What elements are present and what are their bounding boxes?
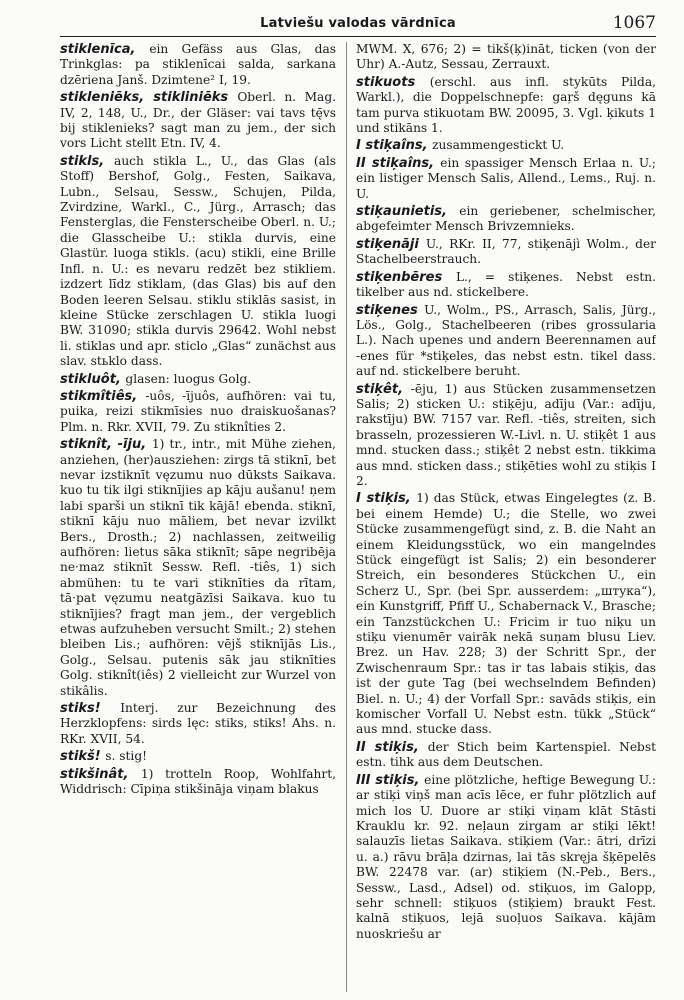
dictionary-entry <box>60 767 336 798</box>
dictionary-entry <box>356 740 656 771</box>
dictionary-entry <box>356 138 656 153</box>
dictionary-entry <box>60 372 336 387</box>
entry-text: MWM. X, 676; 2) = tikš(ķ)ināt, ticken (von der Uhr) A.-Autz, Sessau, Zerrauxt. <box>356 42 656 72</box>
entry-headword: stikuots <box>356 74 416 90</box>
entry-headword: stiķenāji <box>356 236 419 252</box>
column-divider <box>346 42 347 992</box>
entry-headword: stiķenbēres <box>356 269 443 285</box>
entry-text: 1) das Stück, etwas Eingelegtes (z. B. bei einem Hemde) U.; die Stelle, wo zwei Stücke zusammengefügt sind, z. B. die Naht an einem Kleidungsstück, wo ein mangelndes Stück eingefügt ist Salis; 2) ein besonderer Streich, ein besonderes Stückchen U., ein Scherz U., Spr. (bei Spr. ausserdem: „штука“), ein Kunstgriff, Pfiff U., Schabernack V., Brasche; ein Tanzstückchen U.: Fricim ir tuo niķu un stiķu vienumēr vairāk nekā suņam blusu Liev. Brez. un Hav. 228; 3) der Schritt Spr., der Zwischenraum Spr.: tas ir tas labais stiķis, das ist der gute Tag (bei wechselndem Befinden) Biel. n. U.; 4) der Vorfall Spr.: savāds stiķis, ein komischer Vorfall U. Nebst estn. tükk „Stück“ aus mnd. stucke dass. <box>356 491 656 737</box>
page-number: 1067 <box>612 13 656 33</box>
entry-text: eine plötzliche, heftige Bewegung U.: ar stiķi viņš man acīs lēce, er fuhr plötzlich auf mich los U. Duore ar stiķi viņam klāt Stāsti Krauklu kr. 92. neļaun zirgam ar stiķi lēkt! salauzīs lietas Saikava. stiķiem (Var.: ātri, drīzi u. a.) rāvu brāļa dzirnas, lai tās skręja šķēpelēs BW. 22478 var. (ar) stiķiem (N.-Peb., Bers., Sessw., Lasd., Adsel) od. stiķuos, im Galopp, sehr schnell: stiķuos (stiķiem) braukt Fest. kalnā stiķuos, lejā suoļuos Saikava. kājām nuoskriešu ar <box>356 772 656 941</box>
dictionary-entry <box>60 42 336 88</box>
dictionary-entry <box>60 437 336 699</box>
entry-text: U., RKr. II, 77, stiķenājì Wolm., der Stachelbeerstrauch. <box>356 236 656 267</box>
entry-text: U., Wolm., PS., Arrasch, Salis, Jürg., Lös., Golg., Stachelbeeren (ribes grossularia L.). Nach upenes und andern Beerennamen auf -enes für *stiķeles, das nebst estn. tikel dass. auf nd. stickelbere beruht. <box>356 302 656 379</box>
entry-headword: I stiķaîns, <box>356 138 428 154</box>
entry-text: L., = stiķenes. Nebst estn. tikelber aus nd. stickelbere. <box>356 269 656 300</box>
entry-text: zusammengestickt U. <box>432 138 565 153</box>
entry-text: auch stikla L., U., das Glas (als Stoff) Bershof, Golg., Festen, Saikava, Lubn., Selsau, Sessw., Schujen, Pilda, Zvirdzine, Warkl., C., Jürg., Arrasch; das Fensterglas, die Fensterscheibe Oberl. n. U.; die Glasscheibe U.: stikla durvis, eine Glastür. luoga stikls. (acu) stikli, eine Brille Infl. n. U.: es nevaru redzēt bez stikliem. izdzert līdz stiklam, (das Glas) bis auf den Boden leeren Selsau. stiklu stiklās sasist, in kleine Stücke zerschlagen U. stikla luogi BW. 31090; stikla durvis 29642. Wohl nebst li. stiklas und apr. sticlo „Glas“ zunächst aus slav. stьklo dass. <box>60 153 336 369</box>
entry-headword: stikšinât, <box>60 766 129 782</box>
dictionary-entry <box>356 773 656 942</box>
entry-headword: II stiķaîns, <box>356 155 435 171</box>
entry-text: glasen: luogus Golg. <box>125 371 252 386</box>
entry-headword: stiķaunietis, <box>356 204 447 220</box>
dictionary-entry <box>356 237 656 268</box>
dictionary-entry <box>60 701 336 747</box>
dictionary-entry <box>356 156 656 202</box>
left-column <box>60 42 336 997</box>
dictionary-entry <box>356 270 656 301</box>
dictionary-entry <box>60 749 336 764</box>
entry-headword: stikluôt, <box>60 371 121 387</box>
entry-text: 1) tr., intr., mit Mühe ziehen, anziehen, (her)ausziehen: zirgs tā stiknī, bet nevar izstiknīt vęzumu nuo dūksts Saikava. kuo tu tik ilgi stiknījies ap kāju aušanu! ņem labi sparši un stiknī tik kājā! ebenda. stiknī, stiknī kāju nuo māliem, bet nevar izvilkt Bers., Drosth.; 2) nachlassen, zeitweilig aufhören: lietus sāka stiknīt; sāpe negribēja ne·maz stiknīt Sessw. Refl. -tiês, 1) sich abmühen: tu te vari stiknīties da rītam, tā·pat vęzumu neatgāzīsi Saikava. kuo tu stiknījies? fragt man jem., der vergeblich etwas aufzuheben versucht Smilt.; 2) stehen bleiben Lis.; aufhören: vējš stiknījās Lis., Golg., Selsau. putenis sāk jau stiknīties Golg. stiknît(iês) 2 vielleicht zur Wurzel von stikâlis. <box>60 437 336 698</box>
entry-text: -uôs, -ījuôs, aufhören: vai tu, puika, reizi stikmīsies nuo draiskuošanas? Plm. n. Rkr. XVII, 79. Zu stiknîties 2. <box>60 388 336 434</box>
entry-text: 1) trotteln Roop, Wohlfahrt, Widdrisch: Cīpiņa stikšināja viņam blakus <box>60 766 336 797</box>
right-column <box>356 42 656 997</box>
entry-text: der Stich beim Kartenspiel. Nebst estn. tihk aus dem Deutschen. <box>356 739 656 770</box>
page-header <box>60 10 656 37</box>
entry-text: ein Gefäss aus Glas, das Trinkglas: pa stiklenīcai salda, sarkana dzēriena Janš. Dzimtene² I, 19. <box>60 42 336 87</box>
entry-headword: I stiķis, <box>356 491 411 507</box>
entry-text: s. stig! <box>105 749 148 764</box>
entry-text: Oberl. n. Mag. IV, 2, 148, U., Dr., der Gläser: vai tavs tę̄vs bij stiklenieks? sagt man zu jem., der sich vors Licht stellt Etn. IV, 4. <box>60 90 336 151</box>
entry-headword: stiknît, -īju, <box>60 437 147 453</box>
entry-text: ein geriebener, schelmischer, abgefeimter Mensch Brivzemnieks. <box>356 204 656 234</box>
entry-headword: stiks! <box>60 701 101 717</box>
dictionary-entry <box>356 382 656 490</box>
entry-headword: stiķenes <box>356 302 418 318</box>
entry-headword: stikš! <box>60 749 101 765</box>
entry-headword: stikleniēks, stikliniēks <box>60 90 229 106</box>
entry-text: -ēju, 1) aus Stücken zusammensetzen Salis; 2) sticken U.: stiķēju, adīju (Var.: adīju, rakstīju) BW. 7157 var. Refl. -tiês, streiten, sich brasseln, prozessieren W.-Livl. n. U. stiķêt 1 aus mnd. stucken dass.; stiķêt 2 nebst estn. tikkima aus mnd. sticken dass.; stiķēties wohl zu stiķis I 2. <box>356 381 656 488</box>
dictionary-entry <box>60 154 336 370</box>
entry-headword: stikls, <box>60 153 105 169</box>
dictionary-entry <box>60 389 336 435</box>
entry-headword: stiklenīca, <box>60 42 136 57</box>
dictionary-entry <box>356 303 656 380</box>
running-title: Latviešu valodas vārdnīca <box>260 16 456 31</box>
entry-headword: III stiķis, <box>356 772 420 788</box>
entry-headword: stiķêt, <box>356 381 404 397</box>
entry-text: Interj. zur Bezeichnung des Herzklopfens: sirds lęc: stiks, stiks! Ahs. n. RKr. XVII, 54. <box>60 701 336 746</box>
dictionary-entry <box>356 204 656 235</box>
dictionary-entry <box>356 42 656 73</box>
entry-headword: stikmîtiês, <box>60 388 138 404</box>
entry-text: ein spassiger Mensch Erlaa n. U.; ein listiger Mensch Salis, Allend., Lems., Ruj. n. U. <box>356 155 656 201</box>
dictionary-entry <box>356 491 656 738</box>
entry-text: (erschl. aus infl. stykūts Pilda, Warkl.), die Doppelschnepfe: gaŗš dęguns kā tam purva stikuotam BW. 20095, 3. Vgl. ķikuts 1 und stikāns 1. <box>356 74 656 136</box>
dictionary-entry <box>60 90 336 152</box>
dictionary-entry <box>356 75 656 137</box>
entry-headword: II stiķis, <box>356 739 419 755</box>
